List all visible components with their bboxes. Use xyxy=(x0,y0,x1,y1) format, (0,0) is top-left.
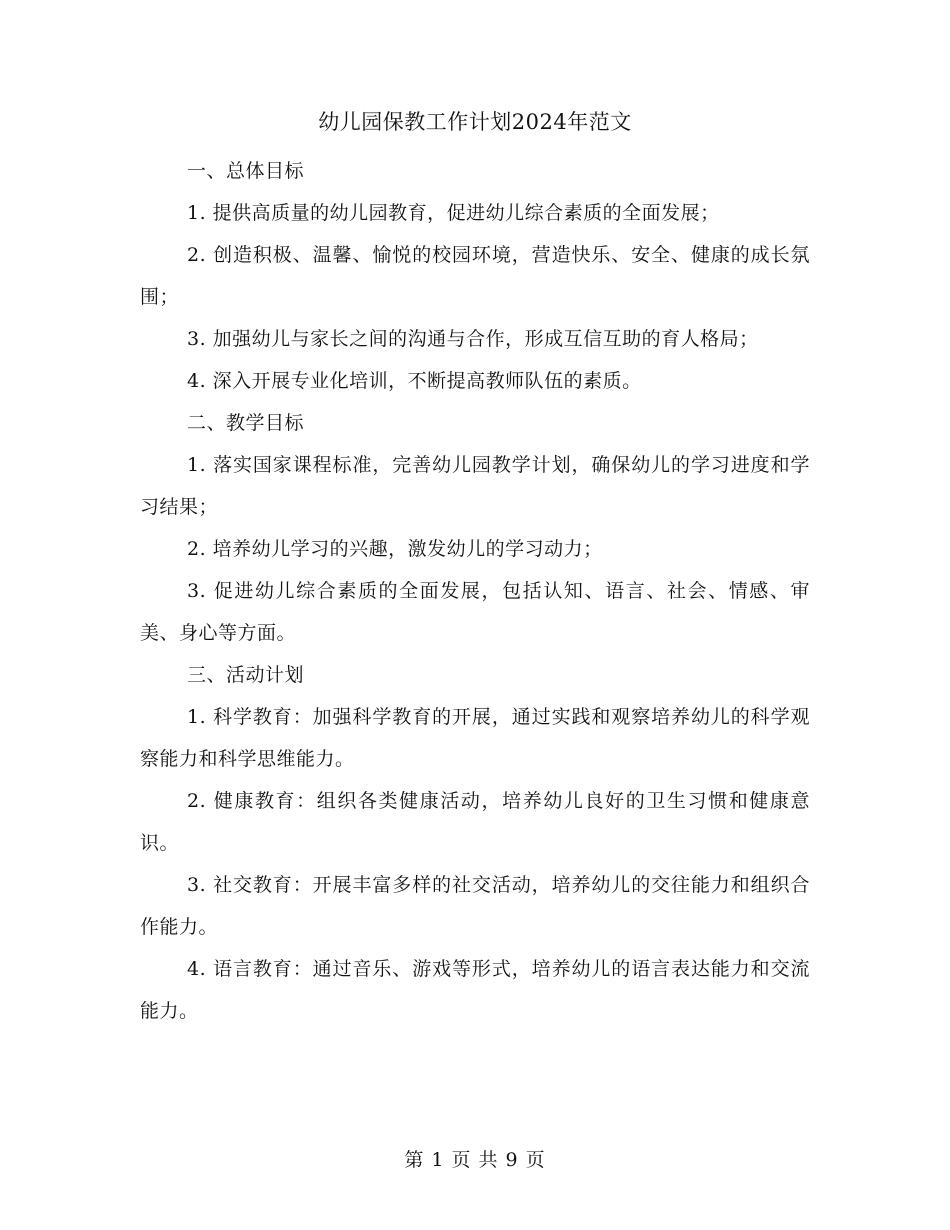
paragraph: 2. 健康教育：组织各类健康活动，培养幼儿良好的卫生习惯和健康意识。 xyxy=(140,790,810,854)
paragraph: 3. 促进幼儿综合素质的全面发展，包括认知、语言、社会、情感、审美、身心等方面。 xyxy=(140,580,810,644)
page-footer: 第 1 页 共 9 页 xyxy=(404,1149,546,1171)
document-title: 幼儿园保教工作计划2024年范文 xyxy=(318,110,632,134)
paragraph: 1. 落实国家课程标准，完善幼儿园教学计划，确保幼儿的学习进度和学习结果； xyxy=(140,454,810,518)
paragraph: 2. 创造积极、温馨、愉悦的校园环境，营造快乐、安全、健康的成长氛围； xyxy=(140,244,810,308)
paragraph: 1. 科学教育：加强科学教育的开展，通过实践和观察培养幼儿的科学观察能力和科学思维能力。 xyxy=(140,706,810,770)
section-heading: 二、教学目标 xyxy=(187,412,305,434)
document-body xyxy=(140,150,810,1032)
paragraph: 4. 语言教育：通过音乐、游戏等形式，培养幼儿的语言表达能力和交流能力。 xyxy=(140,958,810,1022)
paragraph: 3. 社交教育：开展丰富多样的社交活动，培养幼儿的交往能力和组织合作能力。 xyxy=(140,874,810,938)
paragraph: 4. 深入开展专业化培训，不断提高教师队伍的素质。 xyxy=(187,370,642,392)
paragraph: 2. 培养幼儿学习的兴趣，激发幼儿的学习动力； xyxy=(187,538,603,560)
section-heading: 三、活动计划 xyxy=(187,664,305,686)
paragraph: 3. 加强幼儿与家长之间的沟通与合作，形成互信互助的育人格局； xyxy=(187,328,759,350)
paragraph: 1. 提供高质量的幼儿园教育，促进幼儿综合素质的全面发展； xyxy=(187,202,720,224)
section-heading: 一、总体目标 xyxy=(187,160,305,182)
